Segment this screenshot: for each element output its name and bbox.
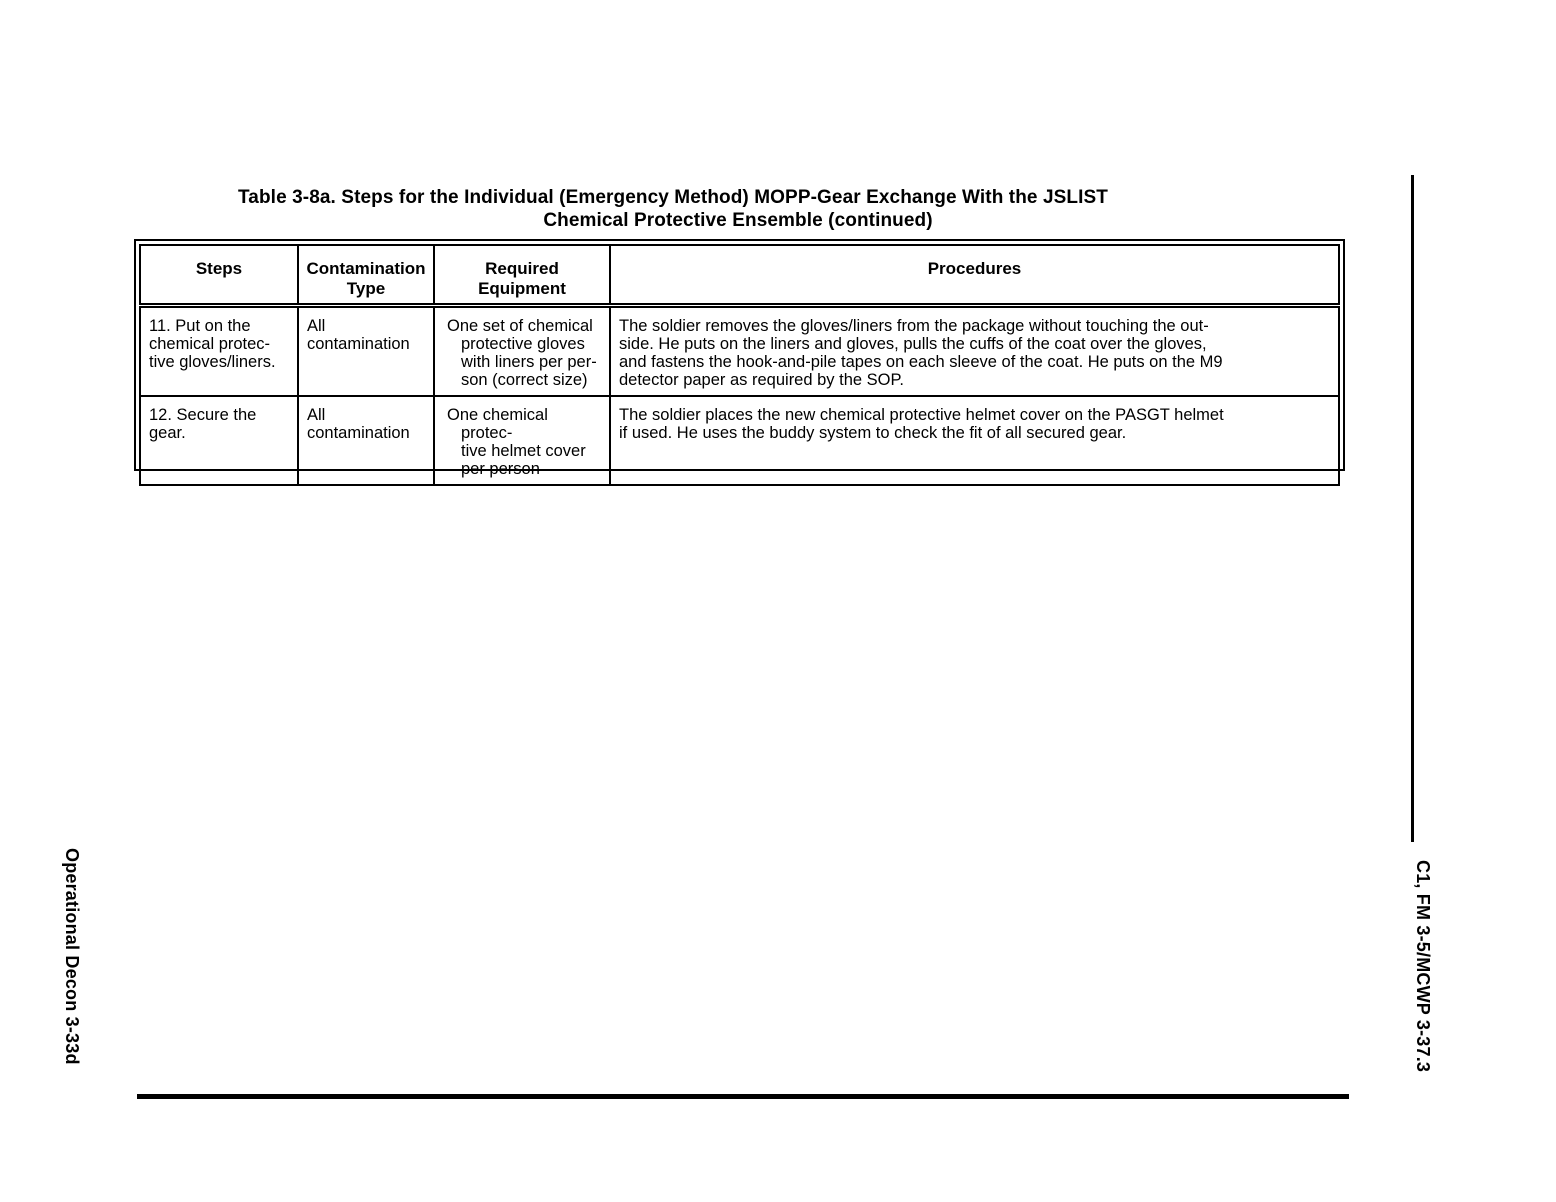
table-row	[140, 396, 1339, 485]
header-steps: Steps	[140, 245, 298, 306]
table-title-line-2: Chemical Protective Ensemble (continued)	[543, 210, 933, 231]
cell-required-equipment: One chemical protec- tive helmet cover per person	[434, 396, 610, 485]
cell-procedures: The soldier removes the gloves/liners from the package without touching the out- side. He puts on the liners and gloves, pulls the cuffs of the coat over the gloves, and fastens the hook-and-pile tapes on each sleeve of the coat. He puts on the M9 detector paper as required by the SOP.	[610, 306, 1339, 397]
page-footer-left	[58, 848, 88, 1063]
header-required-equipment: Required Equipment	[434, 245, 610, 306]
change-bar	[1411, 175, 1414, 842]
cell-contamination-type: All contamination	[298, 306, 434, 397]
header-contamination-type: Contamination Type	[298, 245, 434, 306]
cell-contamination-type: All contamination	[298, 396, 434, 485]
page-number-label: Operational Decon 3-33d	[62, 848, 82, 1065]
table-title-line-1: Table 3-8a. Steps for the Individual (Emergency Method) MOPP-Gear Exchange With the JSLIST	[238, 187, 1108, 208]
table-title	[135, 186, 1341, 232]
cell-steps: 12. Secure the gear.	[140, 396, 298, 485]
cell-required-equipment: One set of chemical protective gloves with liners per per- son (correct size)	[434, 306, 610, 397]
table-header-row	[140, 245, 1339, 306]
page-footer-right	[1407, 860, 1437, 1073]
table-row	[140, 306, 1339, 397]
procedure-table	[139, 244, 1340, 486]
procedure-table-frame	[134, 239, 1345, 478]
publication-label: C1, FM 3-5/MCWP 3-37.3	[1413, 860, 1433, 1073]
header-procedures: Procedures	[610, 245, 1339, 306]
cell-procedures: The soldier places the new chemical protective helmet cover on the PASGT helmet if used. He uses the buddy system to check the fit of all secured gear.	[610, 396, 1339, 485]
cell-steps: 11. Put on the chemical protec- tive gloves/liners.	[140, 306, 298, 397]
bottom-rule	[137, 1094, 1349, 1099]
